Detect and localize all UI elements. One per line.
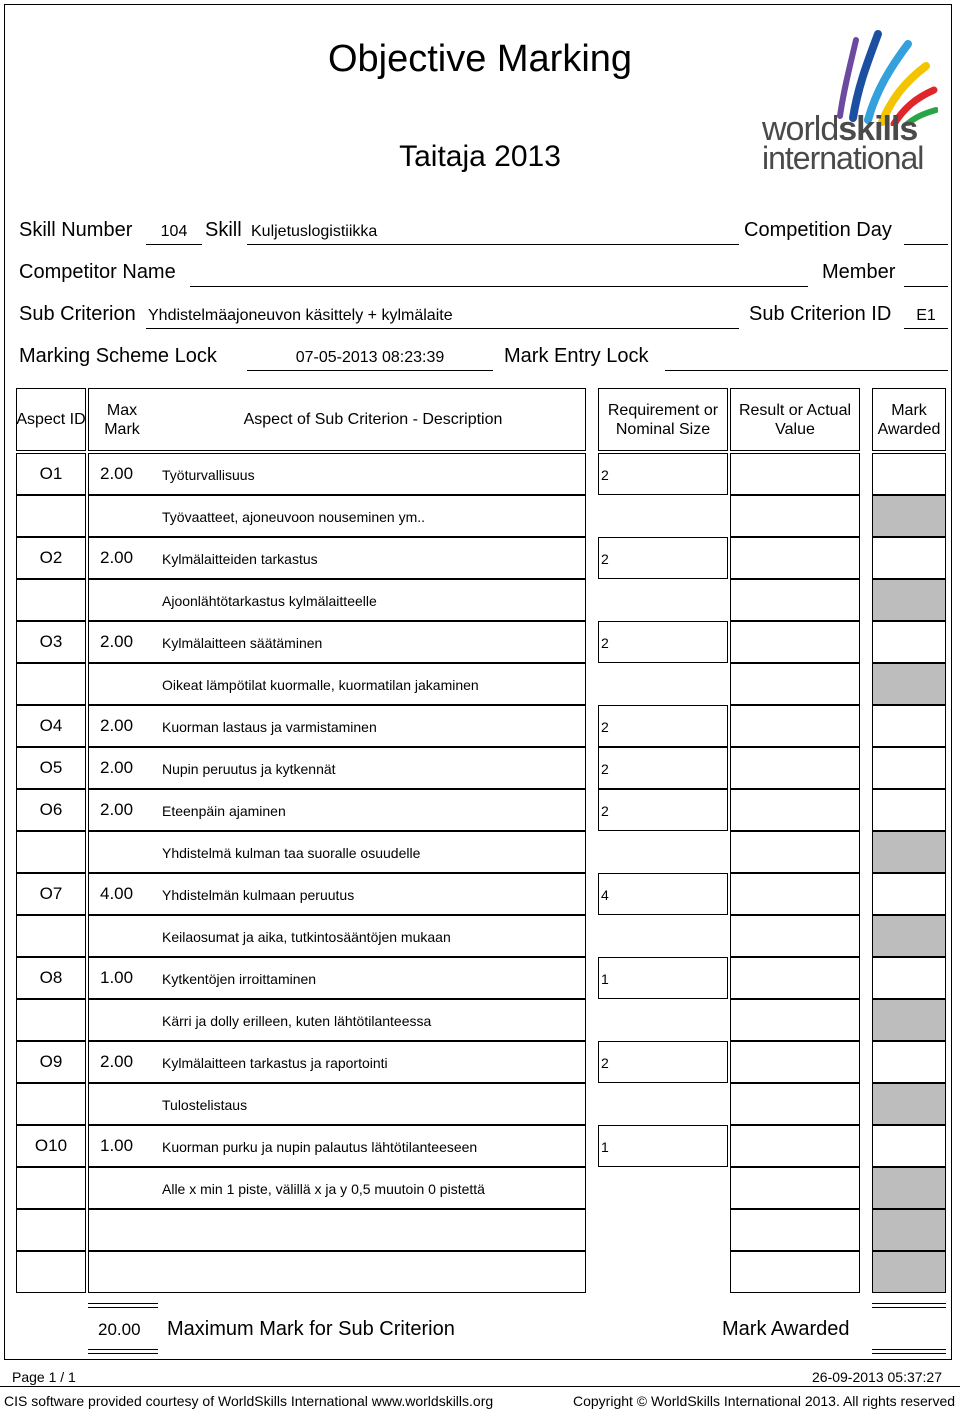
requirement-value: 2 bbox=[601, 719, 609, 735]
note-shaded-cell bbox=[872, 1167, 946, 1209]
mark-awarded-cell[interactable] bbox=[872, 957, 946, 999]
aspect-description: Yhdistelmän kulmaan peruutus bbox=[162, 887, 355, 903]
max-mark: 4.00 bbox=[100, 884, 134, 903]
mark-awarded-cell[interactable] bbox=[872, 789, 946, 831]
max-mark: 2.00 bbox=[100, 800, 134, 819]
aspect-note: Työvaatteet, ajoneuvoon nouseminen ym.. bbox=[162, 509, 426, 525]
requirement-value: 2 bbox=[601, 635, 609, 651]
note-shaded-cell bbox=[872, 495, 946, 537]
max-mark: 2.00 bbox=[100, 716, 134, 735]
result-cell[interactable] bbox=[730, 537, 860, 579]
result-cell[interactable] bbox=[730, 1125, 860, 1167]
requirement-cell bbox=[598, 747, 728, 789]
col-header-awarded: Mark Awarded bbox=[877, 401, 941, 438]
marking-scheme-lock-label: Marking Scheme Lock bbox=[19, 345, 217, 367]
note-id-cell bbox=[16, 831, 86, 873]
max-mark: 2.00 bbox=[100, 548, 134, 567]
requirement-cell bbox=[598, 873, 728, 915]
aspect-note: Keilaosumat ja aika, tutkintosääntöjen mukaan bbox=[162, 929, 451, 945]
result-cell[interactable] bbox=[730, 1041, 860, 1083]
empty-shaded-cell bbox=[872, 1209, 946, 1251]
aspect-id: O4 bbox=[39, 716, 63, 735]
empty-result-cell bbox=[730, 1209, 860, 1251]
note-result-cell bbox=[730, 1167, 860, 1209]
note-shaded-cell bbox=[872, 831, 946, 873]
marking-scheme-lock-underline bbox=[247, 370, 493, 371]
requirement-value: 2 bbox=[601, 467, 609, 483]
max-mark: 2.00 bbox=[100, 758, 134, 777]
courtesy-text: CIS software provided courtesy of WorldSkills International www.worldskills.org bbox=[4, 1393, 494, 1409]
result-cell[interactable] bbox=[730, 873, 860, 915]
competition-day-field[interactable] bbox=[904, 244, 948, 245]
requirement-cell bbox=[598, 453, 728, 495]
col-header-aspect-id-text: Aspect ID bbox=[16, 411, 86, 428]
note-id-cell bbox=[16, 579, 86, 621]
note-result-cell bbox=[730, 1083, 860, 1125]
requirement-cell bbox=[598, 1125, 728, 1167]
aspect-note: Oikeat lämpötilat kuormalle, kuormatilan jakaminen bbox=[162, 677, 479, 693]
aspect-id: O2 bbox=[39, 548, 63, 567]
empty-id-cell bbox=[16, 1209, 86, 1251]
col-header-result: Result or Actual Value bbox=[738, 401, 852, 438]
requirement-cell bbox=[598, 621, 728, 663]
note-result-cell bbox=[730, 831, 860, 873]
footer-rule bbox=[0, 1386, 960, 1387]
mark-awarded-total-field[interactable] bbox=[872, 1349, 946, 1354]
aspect-description: Kuorman lastaus ja varmistaminen bbox=[162, 719, 377, 735]
aspect-id: O5 bbox=[39, 758, 63, 777]
result-cell[interactable] bbox=[730, 747, 860, 789]
note-shaded-cell bbox=[872, 1083, 946, 1125]
page-subtitle: Taitaja 2013 bbox=[399, 140, 561, 173]
mark-awarded-cell[interactable] bbox=[872, 1041, 946, 1083]
page-number: Page 1 / 1 bbox=[12, 1369, 76, 1385]
mark-awarded-total-label: Mark Awarded bbox=[722, 1318, 850, 1340]
competitor-name-field[interactable] bbox=[190, 286, 808, 287]
max-total-label: Maximum Mark for Sub Criterion bbox=[167, 1318, 455, 1340]
logo-text-bottom: international bbox=[762, 140, 924, 176]
skill-underline bbox=[247, 244, 739, 245]
requirement-value: 2 bbox=[601, 1055, 609, 1071]
aspect-id: O3 bbox=[39, 632, 63, 651]
note-shaded-cell bbox=[872, 663, 946, 705]
aspect-id: O6 bbox=[39, 800, 63, 819]
note-result-cell bbox=[730, 915, 860, 957]
requirement-cell bbox=[598, 789, 728, 831]
aspect-description: Nupin peruutus ja kytkennät bbox=[162, 761, 336, 777]
requirement-cell bbox=[598, 957, 728, 999]
empty-desc-cell bbox=[88, 1209, 586, 1251]
aspect-note: Yhdistelmä kulman taa suoralle osuudelle bbox=[162, 845, 421, 861]
page-title: Objective Marking bbox=[327, 38, 633, 80]
aspect-description: Kylmälaitteiden tarkastus bbox=[162, 551, 318, 567]
note-id-cell bbox=[16, 915, 86, 957]
result-cell[interactable] bbox=[730, 705, 860, 747]
requirement-value: 1 bbox=[601, 971, 609, 987]
note-id-cell bbox=[16, 1167, 86, 1209]
note-id-cell bbox=[16, 663, 86, 705]
requirement-value: 1 bbox=[601, 1139, 609, 1155]
note-shaded-cell bbox=[872, 915, 946, 957]
skill-number-underline bbox=[146, 244, 202, 245]
note-shaded-cell bbox=[872, 999, 946, 1041]
requirement-cell bbox=[598, 1041, 728, 1083]
competitor-name-label: Competitor Name bbox=[19, 261, 176, 283]
sub-criterion-value: Yhdistelmäajoneuvon käsittely + kylmälaite bbox=[148, 307, 453, 324]
requirement-cell bbox=[598, 705, 728, 747]
empty-result-cell bbox=[730, 1251, 860, 1293]
result-cell[interactable] bbox=[730, 957, 860, 999]
sub-criterion-id-underline bbox=[904, 328, 948, 329]
col-header-requirement: Requirement or Nominal Size bbox=[607, 401, 719, 438]
aspect-note: Kärri ja dolly erilleen, kuten lähtötilanteessa bbox=[162, 1013, 432, 1029]
competition-day-label: Competition Day bbox=[744, 219, 892, 241]
note-id-cell bbox=[16, 495, 86, 537]
col-header-max-mark: Max Mark bbox=[104, 401, 140, 438]
note-id-cell bbox=[16, 1083, 86, 1125]
mark-awarded-cell[interactable] bbox=[872, 705, 946, 747]
aspect-note: Tulostelistaus bbox=[162, 1097, 248, 1113]
max-mark: 1.00 bbox=[100, 1136, 134, 1155]
aspect-description: Eteenpäin ajaminen bbox=[162, 803, 286, 819]
note-result-cell bbox=[730, 579, 860, 621]
requirement-value: 4 bbox=[601, 887, 609, 903]
aspect-id: O8 bbox=[39, 968, 63, 987]
mark-awarded-cell[interactable] bbox=[872, 747, 946, 789]
max-mark: 2.00 bbox=[100, 464, 134, 483]
requirement-value: 2 bbox=[601, 761, 609, 777]
sub-criterion-label: Sub Criterion bbox=[19, 303, 136, 325]
col-header-description: Aspect of Sub Criterion - Description bbox=[243, 411, 503, 428]
aspect-id: O7 bbox=[39, 884, 63, 903]
awarded-line-top bbox=[872, 1303, 946, 1308]
aspect-description: Kylmälaitteen tarkastus ja raportointi bbox=[162, 1055, 388, 1071]
sub-criterion-underline bbox=[146, 328, 739, 329]
note-id-cell bbox=[16, 999, 86, 1041]
skill-label: Skill bbox=[205, 219, 242, 241]
sub-criterion-id-label: Sub Criterion ID bbox=[749, 303, 892, 325]
aspect-description: Työturvallisuus bbox=[162, 467, 255, 483]
aspect-description: Kylmälaitteen säätäminen bbox=[162, 635, 323, 651]
member-label: Member bbox=[822, 261, 896, 283]
max-mark: 1.00 bbox=[100, 968, 134, 987]
sub-criterion-id-value: E1 bbox=[916, 307, 936, 324]
aspect-id: O10 bbox=[34, 1136, 68, 1155]
printed-timestamp: 26-09-2013 05:37:27 bbox=[812, 1369, 942, 1385]
skill-value: Kuljetuslogistiikka bbox=[251, 223, 378, 240]
skill-number-label: Skill Number bbox=[19, 219, 133, 241]
marking-scheme-lock-value: 07-05-2013 08:23:39 bbox=[295, 349, 445, 366]
empty-shaded-cell bbox=[872, 1251, 946, 1293]
mark-entry-lock-label: Mark Entry Lock bbox=[504, 345, 649, 367]
requirement-value: 2 bbox=[601, 803, 609, 819]
max-mark: 2.00 bbox=[100, 632, 134, 651]
copyright-text: Copyright © WorldSkills International 2013. All rights reserved bbox=[573, 1393, 956, 1409]
max-total-value: 20.00 bbox=[98, 1320, 141, 1339]
worldskills-logo bbox=[758, 26, 938, 176]
mark-awarded-cell[interactable] bbox=[872, 537, 946, 579]
result-cell[interactable] bbox=[730, 621, 860, 663]
aspect-id: O1 bbox=[39, 464, 63, 483]
aspect-note: Alle x min 1 piste, välillä x ja y 0,5 muutoin 0 pistettä bbox=[162, 1181, 485, 1197]
mark-awarded-cell[interactable] bbox=[872, 621, 946, 663]
logo-text-top: worldskills bbox=[762, 110, 918, 148]
member-field[interactable] bbox=[904, 286, 948, 287]
aspect-note: Ajoonlähtötarkastus kylmälaitteelle bbox=[162, 593, 377, 609]
aspect-description: Kytkentöjen irroittaminen bbox=[162, 971, 317, 987]
skill-number-value: 104 bbox=[160, 223, 188, 240]
mark-awarded-cell[interactable] bbox=[872, 1125, 946, 1167]
note-result-cell bbox=[730, 663, 860, 705]
requirement-value: 2 bbox=[601, 551, 609, 567]
aspect-id: O9 bbox=[39, 1052, 63, 1071]
requirement-cell bbox=[598, 537, 728, 579]
empty-desc-cell bbox=[88, 1251, 586, 1293]
mark-entry-lock-field[interactable] bbox=[665, 370, 948, 371]
result-cell[interactable] bbox=[730, 789, 860, 831]
mark-awarded-cell[interactable] bbox=[872, 453, 946, 495]
total-line-top bbox=[88, 1303, 158, 1308]
aspect-description: Kuorman purku ja nupin palautus lähtötilanteeseen bbox=[162, 1139, 478, 1155]
total-line-bottom bbox=[88, 1349, 158, 1354]
result-cell[interactable] bbox=[730, 453, 860, 495]
mark-awarded-cell[interactable] bbox=[872, 873, 946, 915]
note-result-cell bbox=[730, 495, 860, 537]
note-shaded-cell bbox=[872, 579, 946, 621]
empty-id-cell bbox=[16, 1251, 86, 1293]
max-mark: 2.00 bbox=[100, 1052, 134, 1071]
note-result-cell bbox=[730, 999, 860, 1041]
